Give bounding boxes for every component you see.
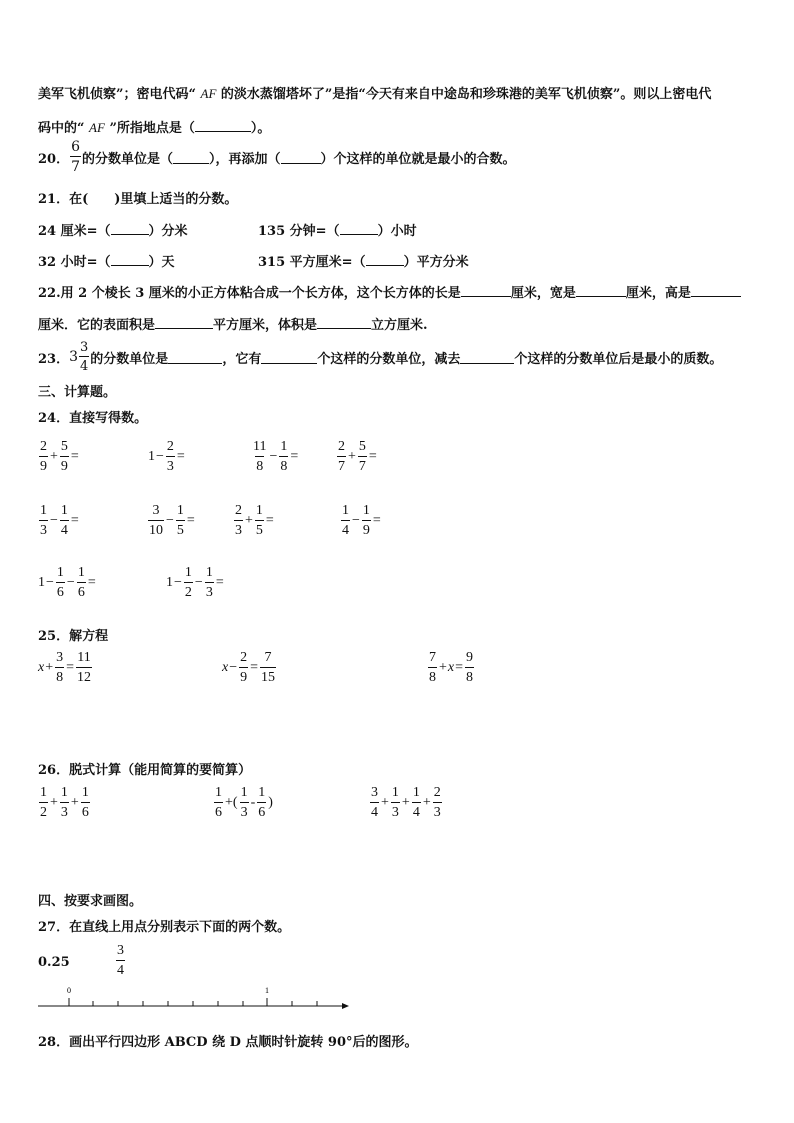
fraction: $\frac{1}{6}$	[56, 565, 64, 600]
fraction: $\frac{1}{2}$	[40, 785, 47, 820]
fraction: $\frac{1}{3}$	[205, 565, 213, 600]
q21-item-3-text: 32 小时=（	[38, 255, 111, 270]
q27-title: 27．在直线上用点分别表示下面的两个数。	[38, 920, 291, 935]
fraction: $\frac{1}{6}$	[258, 785, 266, 820]
q20	[38, 140, 516, 174]
q24-expr-10: 1 − $\frac{1}{2}$ − $\frac{1}{3}$ =	[166, 565, 224, 600]
tick-label-1: 1	[265, 986, 269, 995]
q22-text-1: 22.用 2 个棱长 3 厘米的小正方体粘合成一个长方体，这个长方体的长是	[38, 286, 461, 301]
fraction: $\frac{11}{12}$	[77, 650, 92, 685]
fraction: $\frac{5}{9}$	[60, 439, 68, 474]
q20-number: 20．	[38, 151, 70, 167]
fraction: $\frac{1}{4}$	[412, 785, 420, 820]
fraction: $\frac{1}{9}$	[362, 503, 370, 538]
fraction: $\frac{11}{8}$	[253, 439, 267, 474]
fraction: $\frac{3}{4}$	[371, 785, 378, 820]
q23-fraction	[79, 341, 89, 373]
q23-number: 23．	[38, 351, 70, 367]
fraction: $\frac{1}{4}$	[60, 503, 68, 538]
number-line-ticks	[69, 998, 317, 1006]
q24-expr-4: $\frac{2}{7}$ + $\frac{5}{7}$ =	[338, 439, 377, 474]
q24-expr-5: $\frac{1}{3}$ − $\frac{1}{4}$ =	[40, 503, 79, 538]
q25-equation-1: x + $\frac{3}{8}$ = $\frac{11}{12}$	[38, 650, 92, 685]
fraction: $\frac{2}{9}$	[240, 650, 248, 685]
q25-equation-2: x − $\frac{2}{9}$ = $\frac{7}{15}$	[222, 650, 276, 685]
fraction: $\frac{1}{4}$	[342, 503, 349, 538]
q19-text-d: ”所指地点是（	[109, 121, 195, 136]
fraction: $\frac{2}{3}$	[433, 785, 441, 820]
q20-text-2: ），再添加（	[209, 151, 281, 167]
q22-text-6: 立方厘米.	[371, 318, 428, 333]
fraction: $\frac{3}{4}$	[117, 943, 124, 978]
q24-expr-3: $\frac{11}{8}$ − $\frac{1}{8}$ =	[253, 439, 299, 474]
q21-item-2-text: 135 分钟=（	[258, 224, 340, 239]
fraction: $\frac{9}{8}$	[466, 650, 474, 685]
q19-code-af-2: AF	[89, 120, 105, 135]
fraction: $\frac{2}{9}$	[40, 439, 47, 474]
number-line[interactable]	[36, 982, 356, 1016]
q21-item-1-text: 24 厘米=（	[38, 224, 111, 239]
q25-equation-3: $\frac{7}{8}$ + x = $\frac{9}{8}$	[429, 650, 474, 685]
q19-line1	[38, 83, 711, 102]
fraction: $\frac{7}{8}$	[429, 650, 436, 685]
q21-item-4	[258, 251, 469, 270]
q21-item-2	[258, 220, 417, 239]
fraction: $\frac{3}{8}$	[56, 650, 64, 685]
q21-title: 21．在( )里填上适当的分数。	[38, 192, 238, 207]
fraction: $\frac{1}{3}$	[40, 503, 47, 538]
q22-text-5: 平方厘米，体积是	[213, 318, 318, 333]
q19-text-e: ）。	[250, 121, 271, 136]
q22-blank-width[interactable]	[576, 284, 626, 297]
fraction: $\frac{1}{5}$	[176, 503, 184, 538]
fraction: $\frac{1}{2}$	[184, 565, 192, 600]
section-3-title: 三、计算题。	[38, 385, 117, 400]
q27-value-decimal: 0.25	[38, 955, 70, 970]
q24-title: 24．直接写得数。	[38, 411, 148, 426]
q23-text-3: 个这样的分数单位，减去	[317, 351, 461, 367]
q23-text-4: 个这样的分数单位后是最小的质数。	[514, 351, 723, 367]
q20-text-1: 的分数单位是（	[82, 151, 174, 167]
q22-line1	[38, 282, 741, 301]
q24-expr-1: $\frac{2}{9}$ + $\frac{5}{9}$ =	[40, 439, 79, 474]
q22-text-2: 厘米，宽是	[510, 286, 576, 301]
q19-text-c: 码中的“	[38, 121, 85, 136]
q24-expr-9: 1 − $\frac{1}{6}$ − $\frac{1}{6}$ =	[38, 565, 96, 600]
q24-expr-7: $\frac{2}{3}$ + $\frac{1}{5}$ =	[235, 503, 274, 538]
q22-blank-height[interactable]	[691, 284, 741, 297]
section-4-title: 四、按要求画图。	[38, 894, 143, 909]
q23-blank-3[interactable]	[460, 351, 514, 364]
q22-line2	[38, 314, 428, 333]
q21-item-1-unit: ）分米	[148, 224, 188, 239]
fraction: $\frac{2}{7}$	[338, 439, 345, 474]
q19-text-b: 的淡水蒸馏塔坏了”是指“今天有来自中途岛和珍珠港的美军飞机侦察”。则以上密电代	[220, 87, 712, 102]
denominator: 4	[79, 356, 89, 373]
denominator: 7	[70, 156, 81, 174]
q22-blank-volume[interactable]	[317, 316, 371, 329]
fraction: $\frac{2}{3}$	[166, 439, 174, 474]
q23	[38, 341, 722, 373]
q19-text-a: 美军飞机侦察”；密电代码“	[38, 87, 196, 102]
q22-blank-area[interactable]	[155, 316, 213, 329]
fraction: $\frac{5}{7}$	[358, 439, 366, 474]
arrow-icon	[342, 1003, 349, 1009]
fraction: $\frac{1}{3}$	[240, 785, 248, 820]
q24-expr-6: $\frac{3}{10}$ − $\frac{1}{5}$ =	[149, 503, 195, 538]
fraction: $\frac{1}{6}$	[215, 785, 222, 820]
fraction: $\frac{1}{8}$	[280, 439, 288, 474]
q21-blank-3[interactable]	[111, 253, 149, 266]
q19-line2	[38, 117, 270, 136]
q28-title: 28．画出平行四边形 ABCD 绕 D 点顺时针旋转 90°后的图形。	[38, 1035, 418, 1050]
q22-text-3: 厘米，高是	[625, 286, 691, 301]
q23-text-1: 的分数单位是	[90, 351, 169, 367]
fraction: $\frac{1}{3}$	[60, 785, 68, 820]
fraction: $\frac{1}{3}$	[391, 785, 399, 820]
q22-text-4: 厘米．它的表面积是	[38, 318, 156, 333]
q21-item-4-text: 315 平方厘米=（	[258, 255, 366, 270]
q20-blank-1[interactable]	[173, 151, 209, 164]
q21-blank-1[interactable]	[111, 222, 149, 235]
numerator: 6	[71, 139, 81, 155]
q21-item-3	[38, 251, 175, 270]
q20-text-3: ）个这样的单位就是最小的合数。	[320, 151, 516, 167]
fraction: $\frac{1}{5}$	[255, 503, 263, 538]
q26-expr-2: $\frac{1}{6}$ +( $\frac{1}{3}$ - $\frac{1}{6}$ )	[215, 785, 273, 820]
q20-fraction	[70, 140, 81, 174]
fraction: $\frac{2}{3}$	[235, 503, 242, 538]
q26-expr-3: $\frac{3}{4}$ + $\frac{1}{3}$ + $\frac{1}{4}$ + $\frac{2}{3}$	[371, 785, 441, 820]
q20-blank-2[interactable]	[281, 151, 321, 164]
q25-title: 25．解方程	[38, 629, 109, 644]
tick-label-0: 0	[67, 986, 71, 995]
q24-expr-8: $\frac{1}{4}$ − $\frac{1}{9}$ =	[342, 503, 381, 538]
q26-expr-1: $\frac{1}{2}$ + $\frac{1}{3}$ + $\frac{1}{6}$	[40, 785, 89, 820]
numerator: 3	[80, 340, 89, 355]
fraction: $\frac{7}{15}$	[261, 650, 276, 685]
q27-value-fraction	[115, 944, 126, 978]
q23-blank-2[interactable]	[261, 351, 317, 364]
fraction: $\frac{3}{10}$	[149, 503, 163, 538]
q19-code-af: AF	[200, 86, 217, 101]
q23-whole: 3	[69, 349, 79, 365]
q26-title: 26．脱式计算（能用简算的要简算）	[38, 763, 252, 778]
q21-item-2-unit: ）小时	[377, 224, 417, 239]
q21-item-3-unit: ）天	[148, 255, 175, 270]
fraction: $\frac{1}{6}$	[81, 785, 89, 820]
q24-expr-2: 1 − $\frac{2}{3}$ =	[148, 439, 185, 474]
q23-blank-1[interactable]	[168, 351, 222, 364]
q22-blank-length[interactable]	[461, 284, 511, 297]
q21-item-4-unit: ）平方分米	[403, 255, 469, 270]
q21-blank-2[interactable]	[340, 222, 378, 235]
q21-blank-4[interactable]	[366, 253, 404, 266]
fraction: $\frac{1}{6}$	[77, 565, 85, 600]
q21-item-1	[38, 220, 188, 239]
q23-text-2: ，它有	[222, 351, 262, 367]
q19-answer-blank[interactable]	[195, 119, 251, 132]
